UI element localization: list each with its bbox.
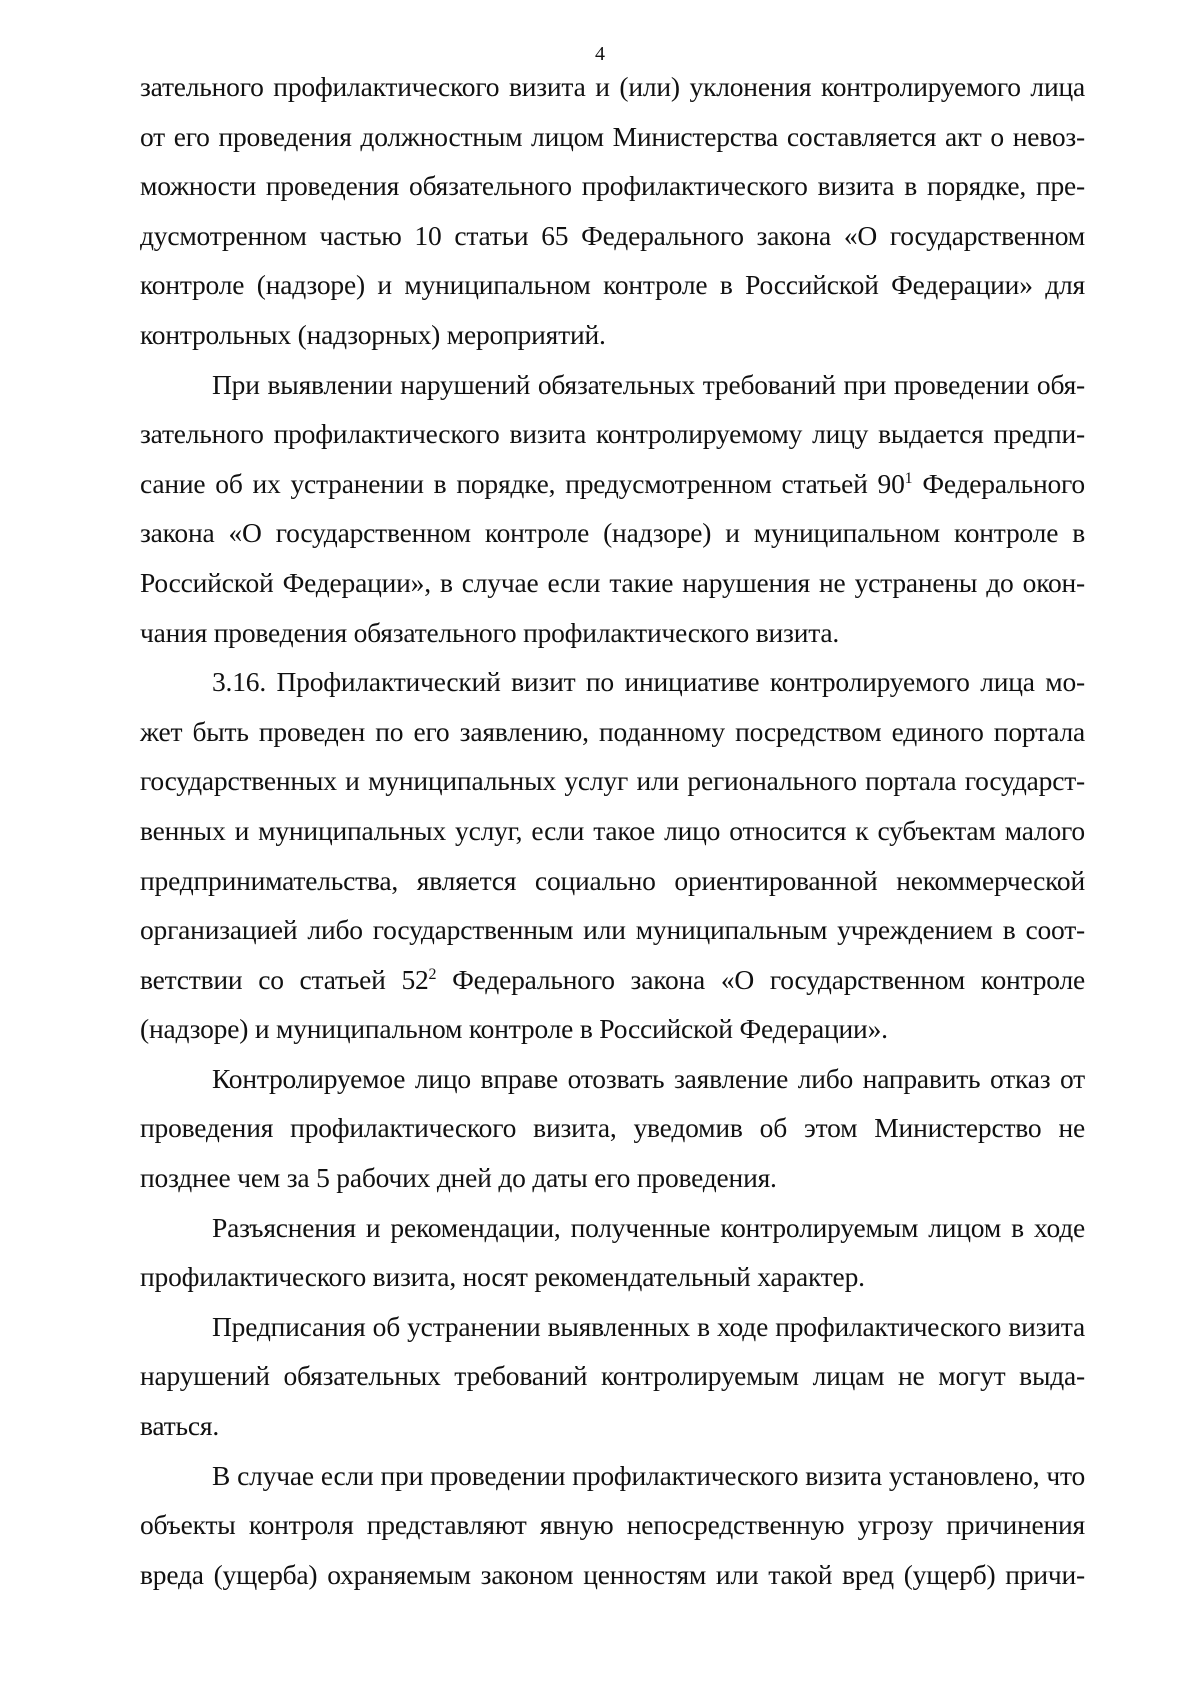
paragraph-3 (140, 657, 1085, 1054)
text-line-with-superscript (140, 459, 1085, 509)
text-line: 3.16. Профилактический визит по инициативе контролируемого лица мо- (212, 666, 1085, 698)
text-line: При выявлении нарушений обязательных требований при проведении обя- (212, 368, 1085, 400)
text-line-with-superscript (140, 955, 1085, 1005)
text-line: предпринимательства, является социально ориентированной некоммерческой (140, 864, 1085, 896)
paragraph-6 (140, 1302, 1085, 1451)
text-line: позднее чем за 5 рабочих дней до даты его проведения. (140, 1162, 777, 1194)
text-span: Федерального закона «О государственном контроле (436, 963, 1085, 995)
text-span: сание об их устранении в порядке, предусмотренном статьей 90 (140, 467, 905, 499)
text-line: чания проведения обязательного профилактического визита. (140, 616, 840, 648)
paragraph-2 (140, 360, 1085, 658)
text-line: профилактического визита, носят рекомендательный характер. (140, 1261, 865, 1293)
text-line: дусмотренном частью 10 статьи 65 Федерального закона «О государственном (140, 219, 1085, 251)
text-line: от его проведения должностным лицом Министерства составляется акт о невоз- (140, 120, 1085, 152)
text-line: контроле (надзоре) и муниципальном контроле в Российской Федерации» для (140, 269, 1085, 301)
text-line: объекты контроля представляют явную непосредственную угрозу причинения (140, 1509, 1085, 1541)
text-line: закона «О государственном контроле (надзоре) и муниципальном контроле в (140, 517, 1085, 549)
text-line: В случае если при проведении профилактического визита установлено, что (212, 1459, 1085, 1491)
text-line: зательного профилактического визита и (или) уклонения контролируемого лица (140, 71, 1085, 102)
text-line: ваться. (140, 1410, 220, 1442)
text-span: ветствии со статьей 52 (140, 963, 429, 995)
text-span: Федерального (912, 467, 1085, 499)
text-line: жет быть проведен по его заявлению, поданному посредством единого портала (140, 715, 1085, 747)
page-number: 4 (595, 43, 605, 65)
superscript: 1 (904, 469, 913, 487)
text-line: зательного профилактического визита контролируемому лицу выдается предпи- (140, 418, 1085, 450)
paragraph-7 (140, 1451, 1085, 1600)
text-line: проведения профилактического визита, уведомив об этом Министерство не (140, 1112, 1085, 1144)
text-line: (надзоре) и муниципальном контроле в Российской Федерации». (140, 1013, 888, 1045)
paragraph-5 (140, 1203, 1085, 1302)
text-line: Контролируемое лицо вправе отозвать заявление либо направить отказ от (212, 1062, 1085, 1094)
text-line: государственных и муниципальных услуг или регионального портала государст- (140, 765, 1085, 797)
text-line: Предписания об устранении выявленных в ходе профилактического визита (212, 1310, 1085, 1342)
superscript: 2 (428, 965, 437, 983)
paragraph-1 (140, 62, 1085, 360)
text-line: контрольных (надзорных) мероприятий. (140, 318, 606, 350)
text-line: организацией либо государственным или муниципальным учреждением в соот- (140, 914, 1085, 946)
text-line: нарушений обязательных требований контролируемым лицам не могут выда- (140, 1360, 1085, 1392)
text-line: вреда (ущерба) охраняемым законом ценностям или такой вред (ущерб) причи- (140, 1558, 1085, 1590)
text-line: можности проведения обязательного профилактического визита в порядке, пре- (140, 170, 1085, 202)
text-line: Разъяснения и рекомендации, полученные контролируемым лицом в ходе (212, 1211, 1085, 1243)
text-line: венных и муниципальных услуг, если такое лицо относится к субъектам малого (140, 814, 1085, 846)
paragraph-4 (140, 1054, 1085, 1203)
text-line: Российской Федерации», в случае если такие нарушения не устранены до окон- (140, 566, 1085, 598)
document-body (140, 62, 1085, 1599)
